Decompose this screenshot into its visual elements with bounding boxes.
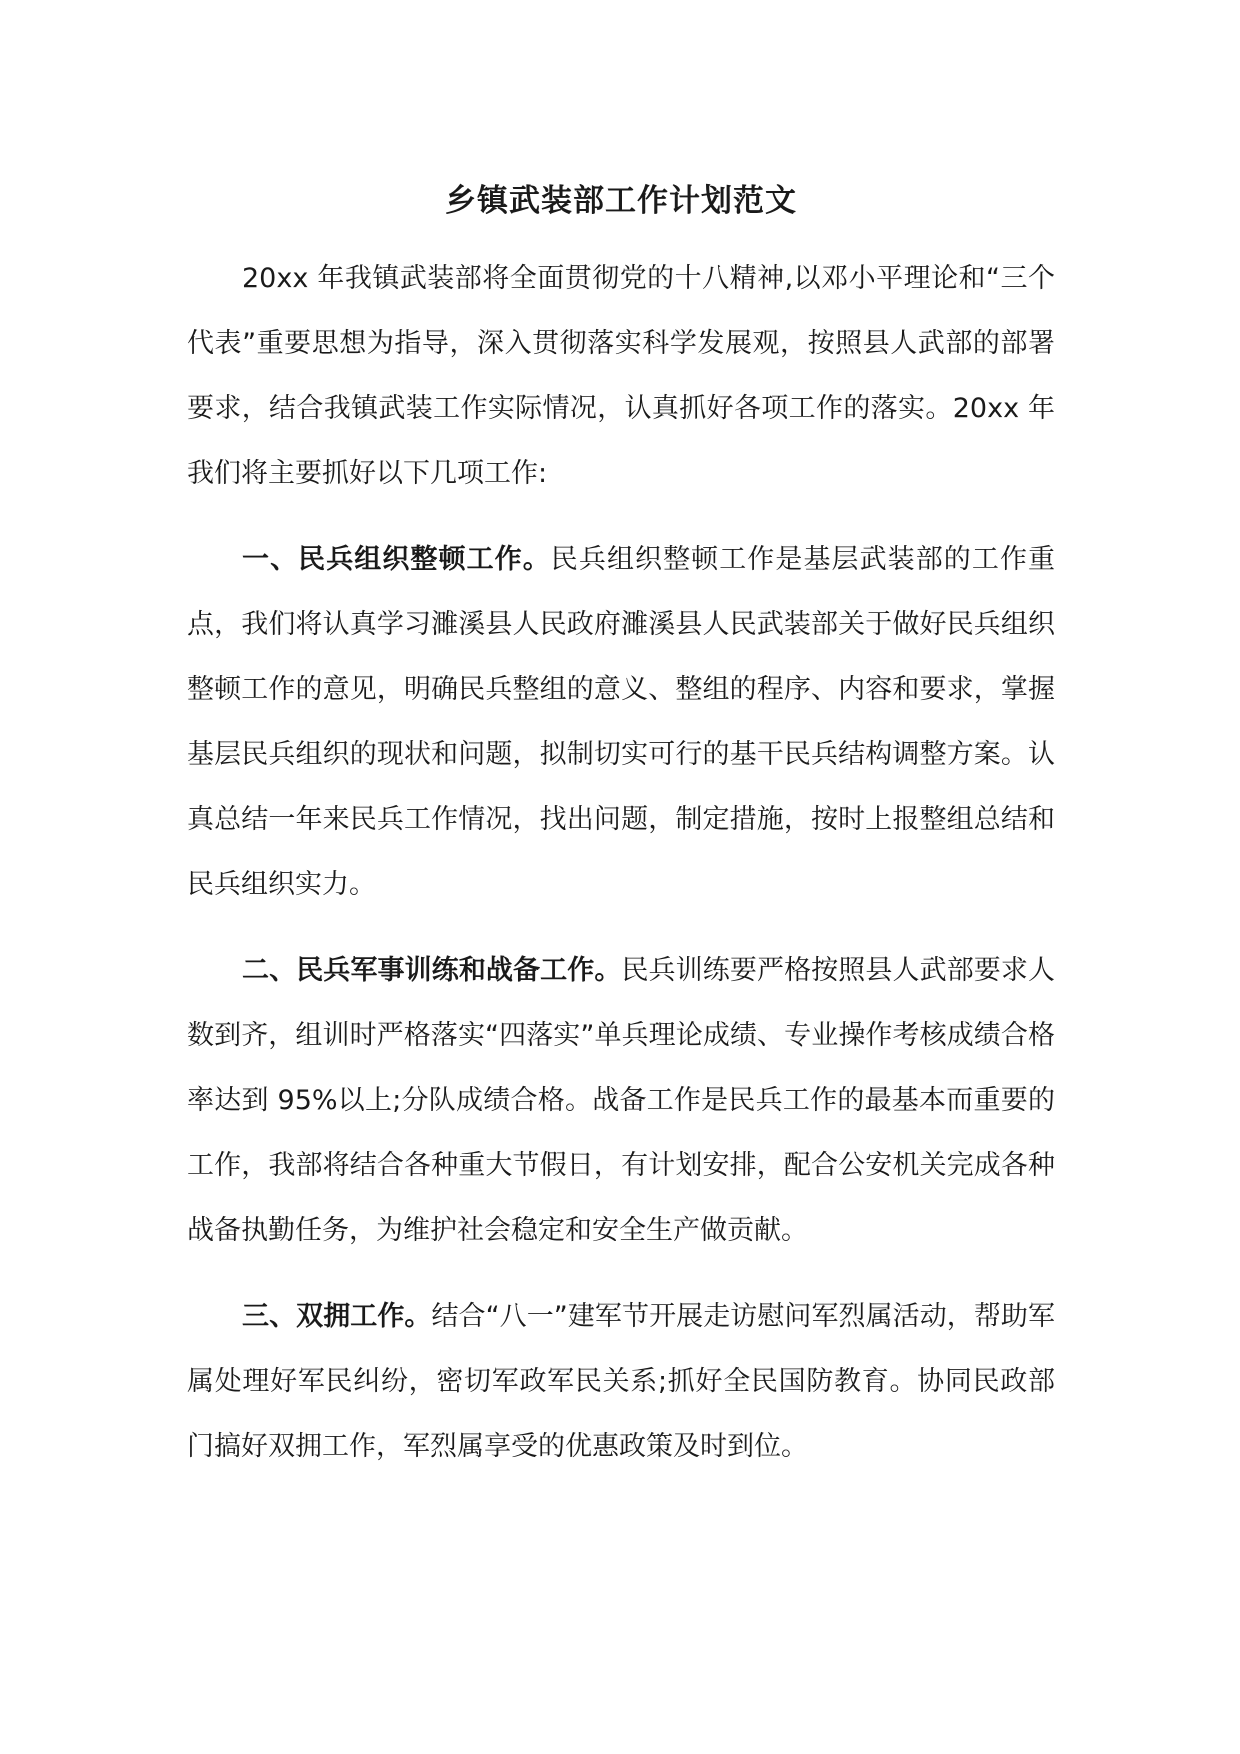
- section-body-3: 结合“八一”建军节开展走访慰问军烈属活动，帮助军属处理好军民纠纷，密切军政军民关系;抓好全民国防教育。协同民政部门搞好双拥工作，军烈属享受的优惠政策及时到位。: [187, 1301, 1056, 1462]
- section-paragraph-3: [187, 1284, 1055, 1479]
- document-page: [187, 176, 1055, 1479]
- section-body-1: 民兵组织整顿工作是基层武装部的工作重点，我们将认真学习濉溪县人民政府濉溪县人民武装部关于做好民兵组织整顿工作的意见，明确民兵整组的意义、整组的程序、内容和要求，掌握基层民兵组织的现状和问题，拟制切实可行的基干民兵结构调整方案。认真总结一年来民兵工作情况，找出问题，制定措施，按时上报整组总结和民兵组织实力。: [187, 544, 1056, 900]
- intro-paragraph: 20xx 年我镇武装部将全面贯彻党的十八精神,以邓小平理论和“三个代表”重要思想为指导，深入贯彻落实科学发展观，按照县人武部的部署要求，结合我镇武装工作实际情况，认真抓好各项工作的落实。20xx 年我们将主要抓好以下几项工作:: [187, 263, 1055, 489]
- section-heading-1: 一、民兵组织整顿工作。: [242, 544, 551, 575]
- section-paragraph-2: [187, 938, 1055, 1263]
- section-paragraph-1: [187, 527, 1055, 917]
- section-body-2: 民兵训练要严格按照县人武部要求人数到齐，组训时严格落实“四落实”单兵理论成绩、专业操作考核成绩合格率达到 95%以上;分队成绩合格。战备工作是民兵工作的最基本而重要的工作，我部将结合各种重大节假日，有计划安排，配合公安机关完成各种战备执勤任务，为维护社会稳定和安全生产做贡献。: [187, 955, 1056, 1246]
- section-heading-2: 二、民兵军事训练和战备工作。: [242, 955, 622, 986]
- document-title: 乡镇武装部工作计划范文: [445, 183, 797, 219]
- section-heading-3: 三、双拥工作。: [242, 1301, 432, 1332]
